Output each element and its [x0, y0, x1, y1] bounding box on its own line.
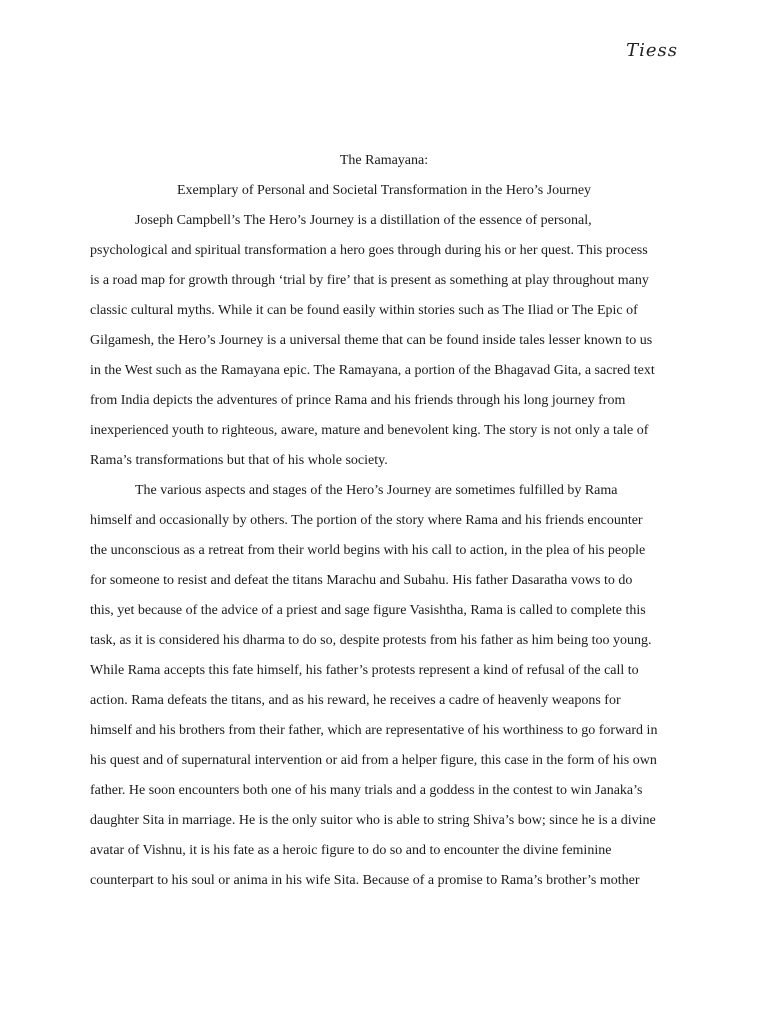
text-line: counterpart to his soul or anima in his wife Sita. Because of a promise to Rama’s brother’s mother: [90, 873, 640, 888]
text-line: daughter Sita in marriage. He is the only suitor who is able to string Shiva’s bow; since he is a divine: [90, 813, 656, 828]
text-line: his quest and of supernatural intervention or aid from a helper figure, this case in the form of his own: [90, 753, 657, 768]
text-line: this, yet because of the advice of a priest and sage figure Vasishtha, Rama is called to complete this: [90, 603, 646, 618]
text-line: The various aspects and stages of the Hero’s Journey are sometimes fulfilled by Rama: [135, 483, 618, 498]
text-line: Rama’s transformations but that of his whole society.: [90, 453, 388, 468]
paragraph-1: [90, 206, 678, 476]
header-handwritten-mark: Tiess: [626, 40, 678, 61]
paragraph-2: [90, 476, 678, 896]
text-line: in the West such as the Ramayana epic. The Ramayana, a portion of the Bhagavad Gita, a sacred text: [90, 363, 655, 378]
text-line: While Rama accepts this fate himself, his father’s protests represent a kind of refusal of the call to: [90, 663, 639, 678]
text-line: the unconscious as a retreat from their world begins with his call to action, in the plea of his people: [90, 543, 646, 558]
title-block: [90, 146, 678, 206]
text-line: task, as it is considered his dharma to do so, despite protests from his father as him being too young.: [90, 633, 652, 648]
text-line: father. He soon encounters both one of his many trials and a goddess in the contest to win Janaka’s: [90, 783, 643, 798]
text-line: for someone to resist and defeat the titans Marachu and Subahu. His father Dasaratha vows to do: [90, 573, 633, 588]
text-line: action. Rama defeats the titans, and as his reward, he receives a cadre of heavenly weapons for: [90, 693, 621, 708]
text-line: avatar of Vishnu, it is his fate as a heroic figure to do so and to encounter the divine feminine: [90, 843, 612, 858]
text-line: from India depicts the adventures of prince Rama and his friends through his long journey from: [90, 393, 626, 408]
document-subtitle: Exemplary of Personal and Societal Transformation in the Hero’s Journey: [176, 183, 592, 198]
document-title: The Ramayana:: [339, 153, 429, 168]
text-line: himself and his brothers from their father, which are representative of his worthiness to go forward in: [90, 723, 658, 738]
text-line: psychological and spiritual transformation a hero goes through during his or her quest. This process: [90, 243, 648, 258]
text-line: himself and occasionally by others. The portion of the story where Rama and his friends encounter: [90, 513, 643, 528]
text-line: classic cultural myths. While it can be found easily within stories such as The Iliad or The Epic of: [90, 303, 638, 318]
text-line: Joseph Campbell’s The Hero’s Journey is a distillation of the essence of personal,: [135, 213, 592, 228]
body-text: [90, 206, 678, 896]
text-line: Gilgamesh, the Hero’s Journey is a universal theme that can be found inside tales lesser known to us: [90, 333, 653, 348]
text-line: inexperienced youth to righteous, aware, mature and benevolent king. The story is not only a tale of: [90, 423, 649, 438]
text-line: is a road map for growth through ‘trial by fire’ that is present as something at play throughout many: [90, 273, 649, 288]
